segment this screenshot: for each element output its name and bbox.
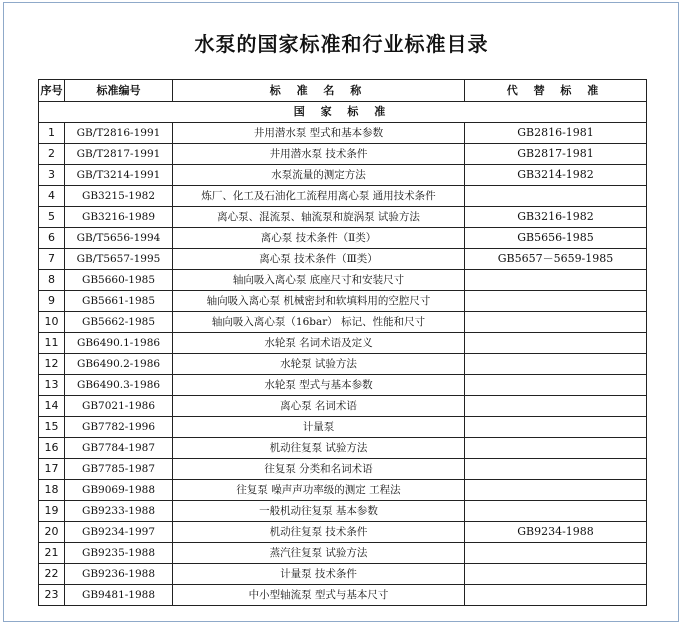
standard-code: GB6490.3-1986 (65, 375, 173, 396)
standard-code: GB/T5657-1995 (65, 249, 173, 270)
table-row (39, 165, 647, 186)
standard-name: 水轮泵 型式与基本参数 (173, 375, 465, 396)
table-row (39, 501, 647, 522)
table-row (39, 522, 647, 543)
standard-name: 离心泵 技术条件（Ⅱ类） (173, 228, 465, 249)
row-number: 23 (39, 585, 65, 606)
row-number: 22 (39, 564, 65, 585)
row-number: 10 (39, 312, 65, 333)
replaces-standard (465, 585, 647, 606)
replaces-standard (465, 396, 647, 417)
replaces-standard: GB2816-1981 (465, 123, 647, 144)
row-number: 13 (39, 375, 65, 396)
standard-code: GB9234-1997 (65, 522, 173, 543)
replaces-standard (465, 270, 647, 291)
section-title: 国 家 标 准 (39, 102, 647, 123)
standard-name: 轴向吸入离心泵 底座尺寸和安装尺寸 (173, 270, 465, 291)
replaces-standard (465, 375, 647, 396)
standard-name: 离心泵 名词术语 (173, 396, 465, 417)
row-number: 14 (39, 396, 65, 417)
replaces-standard (465, 312, 647, 333)
row-number: 17 (39, 459, 65, 480)
standard-name: 水泵流量的测定方法 (173, 165, 465, 186)
standard-code: GB9236-1988 (65, 564, 173, 585)
table-row (39, 480, 647, 501)
table-row (39, 375, 647, 396)
standard-code: GB7021-1986 (65, 396, 173, 417)
row-number: 6 (39, 228, 65, 249)
row-number: 20 (39, 522, 65, 543)
replaces-standard (465, 543, 647, 564)
standard-code: GB/T2816-1991 (65, 123, 173, 144)
standard-name: 离心泵、混流泵、轴流泵和旋涡泵 试验方法 (173, 207, 465, 228)
standard-code: GB9069-1988 (65, 480, 173, 501)
standard-name: 水轮泵 试验方法 (173, 354, 465, 375)
replaces-standard (465, 186, 647, 207)
standard-name: 蒸汽往复泵 试验方法 (173, 543, 465, 564)
table-row (39, 543, 647, 564)
standard-code: GB3215-1982 (65, 186, 173, 207)
standard-code: GB7784-1987 (65, 438, 173, 459)
table-row (39, 417, 647, 438)
table-row (39, 228, 647, 249)
standard-code: GB/T2817-1991 (65, 144, 173, 165)
row-number: 1 (39, 123, 65, 144)
standard-name: 离心泵 技术条件（Ⅲ类） (173, 249, 465, 270)
table-row (39, 186, 647, 207)
replaces-standard (465, 333, 647, 354)
header-code: 标准编号 (65, 80, 173, 102)
replaces-standard (465, 438, 647, 459)
standard-code: GB3216-1989 (65, 207, 173, 228)
standard-code: GB/T3214-1991 (65, 165, 173, 186)
table-row (39, 585, 647, 606)
table-row (39, 270, 647, 291)
table-row (39, 291, 647, 312)
standard-name: 往复泵 噪声声功率级的测定 工程法 (173, 480, 465, 501)
row-number: 9 (39, 291, 65, 312)
row-number: 12 (39, 354, 65, 375)
standards-table (38, 79, 647, 606)
replaces-standard (465, 354, 647, 375)
table-row (39, 333, 647, 354)
row-number: 21 (39, 543, 65, 564)
standard-code: GB9233-1988 (65, 501, 173, 522)
row-number: 8 (39, 270, 65, 291)
standard-code: GB5662-1985 (65, 312, 173, 333)
row-number: 3 (39, 165, 65, 186)
table-row (39, 207, 647, 228)
header-index: 序号 (39, 80, 65, 102)
replaces-standard: GB9234-1988 (465, 522, 647, 543)
replaces-standard (465, 459, 647, 480)
table-header-row (39, 80, 647, 102)
replaces-standard: GB5657－5659-1985 (465, 249, 647, 270)
standard-name: 井用潜水泵 型式和基本参数 (173, 123, 465, 144)
row-number: 15 (39, 417, 65, 438)
replaces-standard (465, 480, 647, 501)
row-number: 4 (39, 186, 65, 207)
table-row (39, 438, 647, 459)
replaces-standard (465, 501, 647, 522)
replaces-standard (465, 417, 647, 438)
replaces-standard (465, 564, 647, 585)
table-row (39, 459, 647, 480)
row-number: 18 (39, 480, 65, 501)
section-row (39, 102, 647, 123)
replaces-standard: GB3214-1982 (465, 165, 647, 186)
standard-code: GB7785-1987 (65, 459, 173, 480)
row-number: 7 (39, 249, 65, 270)
standard-code: GB9235-1988 (65, 543, 173, 564)
standard-code: GB6490.1-1986 (65, 333, 173, 354)
standard-name: 往复泵 分类和名词术语 (173, 459, 465, 480)
replaces-standard: GB5656-1985 (465, 228, 647, 249)
row-number: 2 (39, 144, 65, 165)
table-row (39, 354, 647, 375)
standard-code: GB5661-1985 (65, 291, 173, 312)
header-name: 标 准 名 称 (173, 80, 465, 102)
table-row (39, 312, 647, 333)
row-number: 5 (39, 207, 65, 228)
standard-code: GB/T5656-1994 (65, 228, 173, 249)
standard-name: 轴向吸入离心泵（16bar） 标记、性能和尺寸 (173, 312, 465, 333)
standard-code: GB6490.2-1986 (65, 354, 173, 375)
replaces-standard: GB2817-1981 (465, 144, 647, 165)
row-number: 11 (39, 333, 65, 354)
replaces-standard (465, 291, 647, 312)
standard-name: 井用潜水泵 技术条件 (173, 144, 465, 165)
table-row (39, 249, 647, 270)
standard-name: 水轮泵 名词术语及定义 (173, 333, 465, 354)
replaces-standard: GB3216-1982 (465, 207, 647, 228)
table-row (39, 123, 647, 144)
row-number: 19 (39, 501, 65, 522)
standard-name: 机动往复泵 试验方法 (173, 438, 465, 459)
page-title: 水泵的国家标准和行业标准目录 (194, 32, 489, 56)
standard-name: 计量泵 (173, 417, 465, 438)
standard-code: GB9481-1988 (65, 585, 173, 606)
row-number: 16 (39, 438, 65, 459)
table-row (39, 396, 647, 417)
standard-code: GB7782-1996 (65, 417, 173, 438)
standard-code: GB5660-1985 (65, 270, 173, 291)
standard-name: 机动往复泵 技术条件 (173, 522, 465, 543)
table-row (39, 564, 647, 585)
header-replaces: 代 替 标 准 (465, 80, 647, 102)
standard-name: 炼厂、化工及石油化工流程用离心泵 通用技术条件 (173, 186, 465, 207)
table-row (39, 144, 647, 165)
standard-name: 一般机动往复泵 基本参数 (173, 501, 465, 522)
standard-name: 轴向吸入离心泵 机械密封和软填料用的空腔尺寸 (173, 291, 465, 312)
standard-name: 中小型轴流泵 型式与基本尺寸 (173, 585, 465, 606)
standard-name: 计量泵 技术条件 (173, 564, 465, 585)
